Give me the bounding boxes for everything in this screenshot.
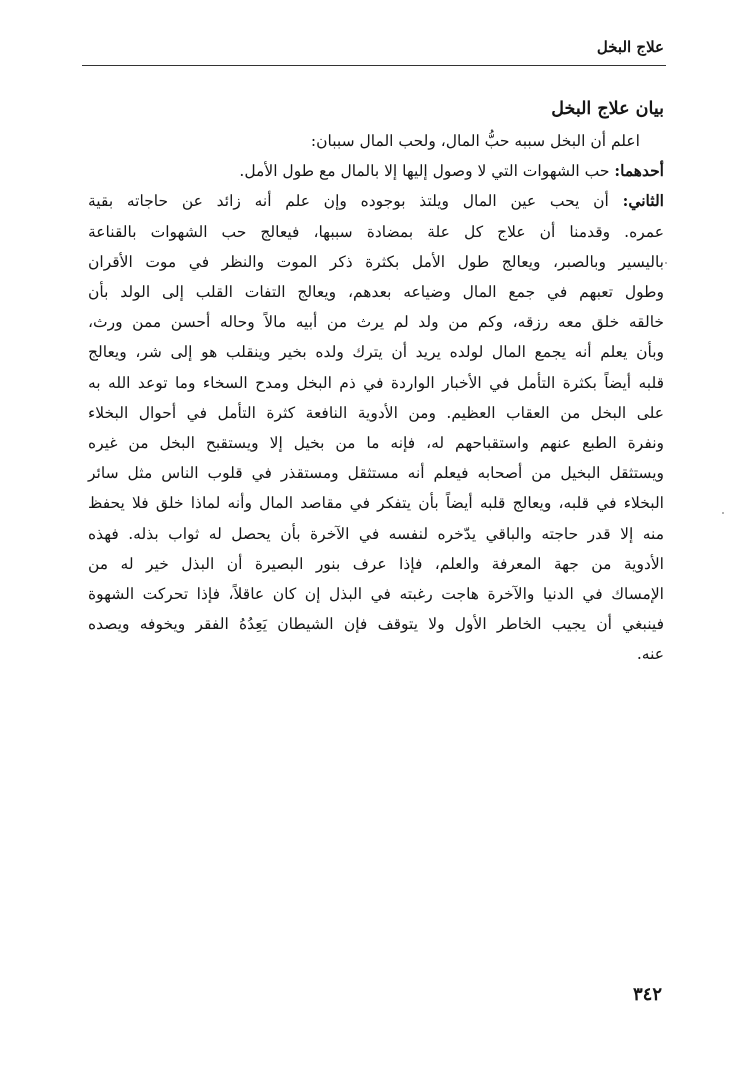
section-title: بيان علاج البخل xyxy=(551,99,664,119)
page-number: ٣٤٢ xyxy=(632,984,662,1005)
paragraph-line: خالقه خلق معه رزقه، وكم من ولد لم يرث من أبيه مالاً وحاله أحسن ممن ورث، xyxy=(88,313,664,332)
paragraph-line: على البخل من العقاب العظيم. ومن الأدوية النافعة كثرة التأمل في أحوال البخلاء xyxy=(88,403,664,422)
paragraph-line: وطول تعبهم في جمع المال وضياعه بعدهم، ويعالج التفات القلب إلى الولد بأن xyxy=(88,283,664,302)
intro-line: اعلم أن البخل سببه حبُّ المال، ولحب المال سببان: xyxy=(310,132,640,150)
paragraph-line: ويستثقل البخيل من أصحابه فيعلم أنه مستثقل ومستقذر في قلوب الناس مثل سائر xyxy=(88,464,664,483)
running-head: علاج البخل xyxy=(596,38,664,56)
paragraph-line: الإمساك في الدنيا والآخرة هاجت رغبته في البذل إن كان عاقلاً، فإذا تحركت الشهوة xyxy=(88,585,664,604)
paragraph-line: عنه. xyxy=(636,645,664,664)
paragraph-line: البخلاء في قلبه، ويعالج قلبه أيضاً بأن يتفكر في مقاصد المال وأنه لماذا خلق فلا يحفظ xyxy=(88,494,664,513)
first-cause-label: أحدهما: xyxy=(614,161,664,181)
second-cause-label: الثاني: xyxy=(622,191,664,211)
scan-speck xyxy=(722,512,724,514)
paragraph-line: الأدوية من جهة المعرفة والعلم، فإذا عرف بنور البصيرة أن البذل خير له من xyxy=(88,554,664,573)
first-cause-text: حب الشهوات التي لا وصول إليها إلا بالمال مع طول الأمل. xyxy=(239,162,610,181)
second-cause-text: أن يحب عين المال ويلتذ بوجوده وإن علم أنه زائد عن حاجاته بقية xyxy=(88,192,609,211)
header-rule xyxy=(82,65,666,66)
paragraph-line: قلبه أيضاً بكثرة التأمل في الأخبار الواردة في ذم البخل ومدح السخاء وما توعد الله به xyxy=(88,373,664,392)
body-text xyxy=(88,92,664,670)
first-cause-line xyxy=(88,156,664,186)
paragraph-line: ونفرة الطبع عنهم واستقباحهم له، فإنه ما من بخيل إلا ويستقبح البخل من غيره xyxy=(88,434,664,453)
paragraph-line: باليسير وبالصبر، ويعالج طول الأمل بكثرة ذكر الموت والنظر في موت الأقران xyxy=(88,252,664,271)
second-cause-line xyxy=(88,186,664,216)
scan-speck xyxy=(665,262,667,264)
paragraph-line: منه إلا قدر حاجته والباقي يدّخره لنفسه في الآخرة بأن يحصل له ثواب بذله. فهذه xyxy=(88,524,664,543)
paragraph-line: وبأن يعلم أنه يجمع المال لولده يريد أن يترك ولده بخير وينقلب هو إلى شر، ويعالج xyxy=(88,343,664,362)
paragraph-line: فينبغي أن يجيب الخاطر الأول ولا يتوقف فإن الشيطان يَعِدُهُ الفقر ويخوفه ويصده xyxy=(88,615,664,634)
paragraph-line: عمره. وقدمنا أن علاج كل علة بمضادة سببها، فيعالج حب الشهوات بالقناعة xyxy=(88,222,664,241)
